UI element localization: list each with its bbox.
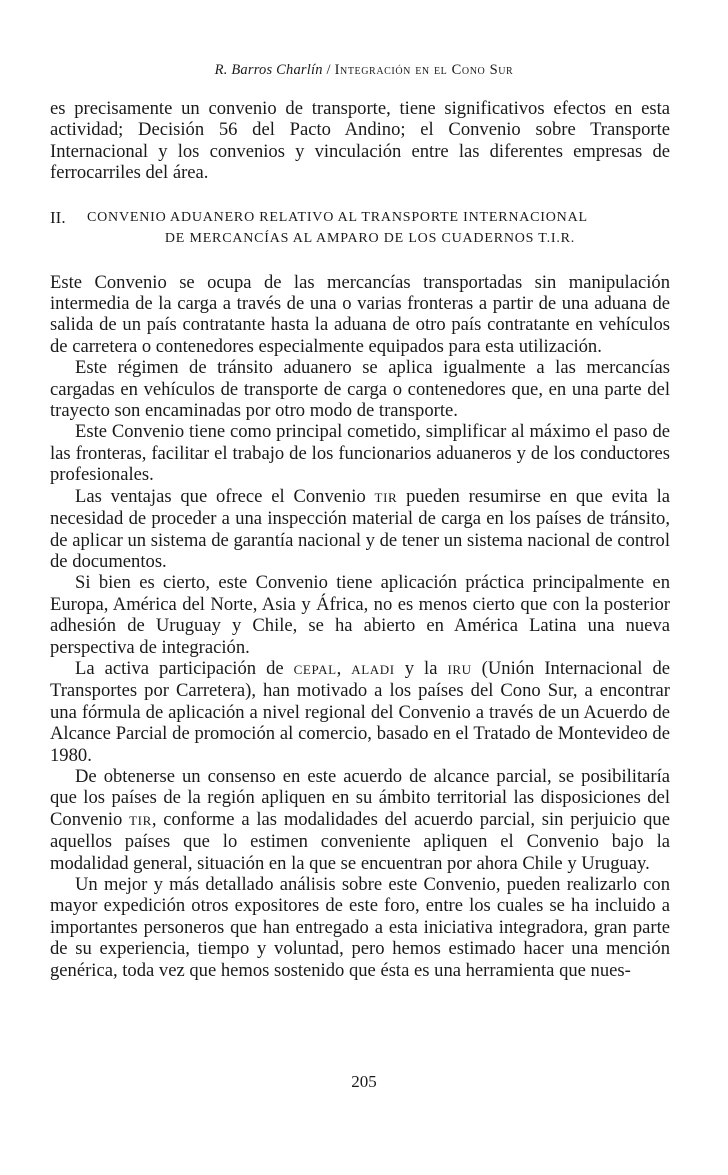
body-text: [50, 98, 670, 981]
section-number: II.: [50, 207, 66, 227]
text-run: De obtenerse un consenso en este acuerdo de alcance parcial, se posibilitaría que los países de la región apliquen en su ámbito territorial las disposiciones del Convenio: [50, 765, 670, 830]
header-running-title: Integración en el Cono Sur: [334, 62, 514, 78]
paragraph: [50, 766, 670, 874]
header-separator: /: [326, 62, 331, 78]
text-run: Las ventajas que ofrece el Convenio: [75, 485, 375, 507]
text-run: La activa participación de: [75, 657, 294, 679]
acronym-iru: IRU: [447, 661, 472, 677]
acronym-tir: TIR: [374, 489, 398, 505]
paragraph: Este régimen de tránsito aduanero se aplica igualmente a las mercancías cargadas en vehículos de transporte de carga o contenedores que, en una parte del trayecto son encaminadas por otro modo de transporte.: [50, 357, 670, 422]
acronym-cepal: CEPAL: [293, 661, 337, 677]
page-number: 205: [351, 1072, 377, 1091]
text-run: (Unión Internacional de Transportes por Carretera), han motivado a los países del Cono Sur, a encontrar una fórmula de aplicación a nivel regional del Convenio a través de un Acuerdo de Alcance Parcial de promoción al comercio, basado en el Tratado de Montevideo de 1980.: [50, 657, 670, 766]
paragraph: [50, 658, 670, 766]
paragraph: Este Convenio tiene como principal cometido, simplificar al máximo el paso de las fronteras, facilitar el trabajo de los funcionarios aduaneros y de los conductores profesionales.: [50, 421, 670, 486]
text-run: pueden resumirse en que evita la necesidad de proceder a una inspección material de carga en los países de tránsito, de aplicar un sistema de garantía nacional y de tener un sistema nacional de control de documentos.: [50, 485, 670, 572]
section-title-line2: DE MERCANCÍAS AL AMPARO DE LOS CUADERNOS T.I.R.: [164, 230, 576, 246]
header-author: R. Barros Charlín: [214, 62, 323, 78]
acronym-tir: TIR: [129, 812, 152, 828]
paragraph-continued: es precisamente un convenio de transporte, tiene significativos efectos en esta actividad; Decisión 56 del Pacto Andino; el Convenio sobre Transporte Internacional y los convenios y vinculación entre las diferentes empresas de ferrocarriles del área.: [50, 98, 670, 184]
running-header: [50, 62, 678, 79]
section-title-line1: CONVENIO ADUANERO RELATIVO AL TRANSPORTE INTERNACIONAL: [87, 209, 588, 225]
text-run: , conforme a las modalidades del acuerdo parcial, sin perjuicio que aquellos países que lo estimen conveniente apliquen el Convenio bajo la modalidad general, situación en la que se encuentran por ahora Chile y Uruguay.: [50, 808, 670, 874]
paragraph: [50, 486, 670, 573]
paragraph: Un mejor y más detallado análisis sobre este Convenio, pueden realizarlo con mayor expedición otros expositores de este foro, entre los cuales se ha incluido a importantes personeros que han entregado a esta iniciativa integradora, gran parte de su experiencia, tiempo y voluntad, pero hemos estimado hacer una mención genérica, toda vez que hemos sostenido que ésta es una herramienta que nues-: [50, 874, 670, 981]
section-heading: [50, 207, 670, 249]
text-run: y la: [394, 657, 448, 679]
paragraph: Si bien es cierto, este Convenio tiene aplicación práctica principalmente en Europa, América del Norte, Asia y África, no es menos cierto que con la posterior adhesión de Uruguay y Chile, se ha abierto en América Latina una nueva perspectiva de integración.: [50, 572, 670, 658]
text-run: ,: [336, 657, 352, 679]
paragraph: Este Convenio se ocupa de las mercancías transportadas sin manipulación intermedia de la carga a través de una o varias fronteras a partir de una aduana de salida de un país contratante hasta la aduana de otro país contratante en vehículos de carretera o contenedores especialmente equipados para esta utilización.: [50, 271, 670, 357]
acronym-aladi: ALADI: [351, 661, 395, 677]
